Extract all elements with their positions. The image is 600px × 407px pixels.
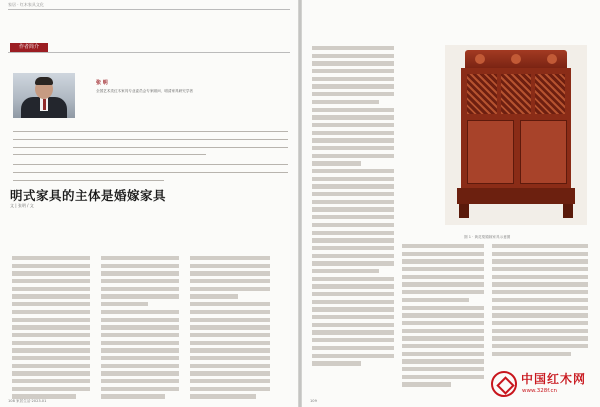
article-byline: 文 | 张明 / 文 bbox=[10, 203, 34, 208]
site-logo bbox=[491, 371, 594, 401]
left-page bbox=[0, 0, 298, 407]
body-text-column-4 bbox=[312, 46, 394, 369]
body-text-column-2 bbox=[101, 256, 179, 402]
page-footer-right: 109 bbox=[310, 399, 317, 403]
author-name: 张 明 bbox=[96, 80, 108, 86]
author-photo bbox=[13, 73, 75, 118]
cabinet-photo bbox=[445, 45, 587, 225]
seal-icon bbox=[491, 371, 517, 397]
author-title: 全国艺术类红木家具专业委员会专家顾问、明清家具研究学者 bbox=[96, 89, 194, 93]
right-page bbox=[302, 0, 600, 407]
page-footer-left: 108 家居生活·2023.01 bbox=[8, 399, 47, 403]
body-text-column-5 bbox=[402, 244, 484, 390]
body-text-column-1 bbox=[12, 256, 90, 402]
page-header: 家居 · 红木家具文化 bbox=[8, 2, 44, 7]
logo-url: www.328f.cn bbox=[522, 388, 558, 394]
logo-text: 中国红木网 bbox=[521, 372, 587, 386]
body-text-column-6 bbox=[492, 244, 588, 359]
author-intro-tag: 作者简介 bbox=[10, 43, 48, 52]
body-text-column-3 bbox=[190, 256, 270, 402]
header-rule bbox=[8, 9, 290, 10]
article-title: 明式家具的主体是婚嫁家具 bbox=[10, 188, 167, 203]
author-section-rule bbox=[8, 52, 290, 53]
photo-caption: 图 1 · 黄花梨婚嫁家具示意图 bbox=[464, 235, 511, 239]
author-bio-text bbox=[13, 125, 288, 181]
